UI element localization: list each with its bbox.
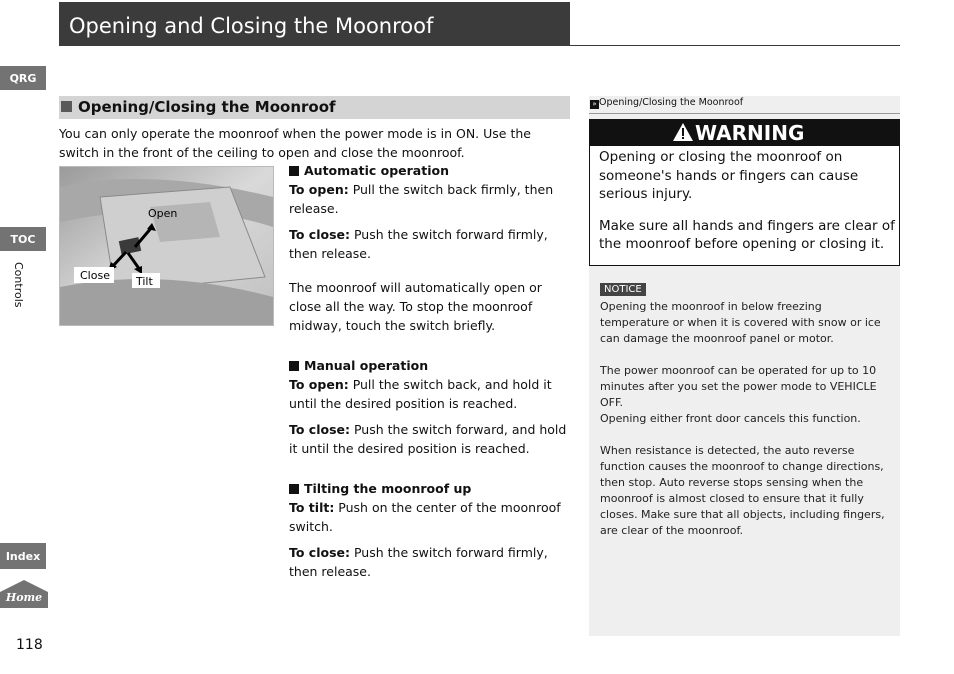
- manual-heading: Manual operation: [289, 356, 571, 375]
- heading-marker: [289, 484, 299, 494]
- sidebar-paragraph: Opening either front door cancels this function.: [600, 412, 861, 425]
- figure-close-label: Close: [80, 269, 110, 282]
- figure-open-label: Open: [148, 207, 178, 220]
- reference-icon: »: [590, 100, 599, 109]
- index-tab[interactable]: Index: [0, 543, 46, 569]
- sidebar-paragraph: When resistance is detected, the auto reverse function causes the moonroof to change directions, then stop. Auto reverse stops sensing when the moonroof is almost closed to ensure that it fully closes. Make sure that all objects, including fingers, are clear of the moonroof.: [600, 444, 885, 537]
- moonroof-switch-figure: [59, 166, 274, 326]
- header-rule: [570, 45, 900, 46]
- intro-text: You can only operate the moonroof when the power mode is in ON. Use the switch in the front of the ceiling to open and close the moonroof.: [59, 126, 531, 160]
- warning-triangle-icon: [673, 123, 693, 141]
- manual-close: To close: Push the switch forward, and hold it until the desired position is reached.: [289, 422, 567, 456]
- warning-title: WARNING: [695, 121, 805, 145]
- page-title: Opening and Closing the Moonroof: [69, 14, 434, 38]
- warning-title-bar: [590, 120, 899, 146]
- figure-tilt-label: Tilt: [136, 275, 153, 288]
- notice-badge: NOTICE: [600, 283, 646, 296]
- heading-marker: [289, 361, 299, 371]
- sidebar-body: [600, 299, 890, 539]
- notice-text: Opening the moonroof in below freezing temperature or when it is covered with snow or ice can damage the moonroof panel or motor.: [600, 300, 881, 345]
- warning-text: [599, 148, 895, 254]
- home-tab[interactable]: [0, 580, 48, 608]
- tilt-open: To tilt: Push on the center of the moonroof switch.: [289, 500, 561, 534]
- tilt-close: To close: Push the switch forward firmly, then release.: [289, 545, 548, 579]
- auto-close: To close: Push the switch forward firmly, then release.: [289, 227, 548, 261]
- auto-heading: Automatic operation: [289, 161, 571, 180]
- section-title: Opening/Closing the Moonroof: [78, 98, 336, 116]
- tilt-heading: Tilting the moonroof up: [289, 479, 571, 498]
- sidebar-header-text: » Opening/Closing the Moonroof: [590, 96, 743, 109]
- qrg-tab[interactable]: QRG: [0, 66, 46, 90]
- manual-open: To open: Pull the switch back, and hold it until the desired position is reached.: [289, 377, 552, 411]
- auto-open: To open: Pull the switch back firmly, then release.: [289, 182, 554, 216]
- page-number: 118: [16, 637, 43, 653]
- home-tab-icon: [0, 580, 48, 608]
- sidebar-paragraph: The power moonroof can be operated for up to 10 minutes after you set the power mode to VEHICLE OFF.: [600, 364, 877, 409]
- warning-paragraph-2: Make sure all hands and fingers are clear of the moonroof before opening or closing it.: [599, 217, 895, 252]
- heading-marker: [289, 166, 299, 176]
- toc-tab[interactable]: TOC: [0, 227, 46, 251]
- auto-note: The moonroof will automatically open or close all the way. To stop the moonroof midway, touch the switch briefly.: [289, 280, 542, 333]
- operation-instructions: [289, 161, 571, 588]
- home-tab-label: Home: [5, 591, 43, 604]
- chapter-label: Controls: [12, 262, 25, 308]
- section-marker: [61, 101, 72, 112]
- warning-paragraph-1: Opening or closing the moonroof on someone's hands or fingers can cause serious injury.: [599, 149, 859, 202]
